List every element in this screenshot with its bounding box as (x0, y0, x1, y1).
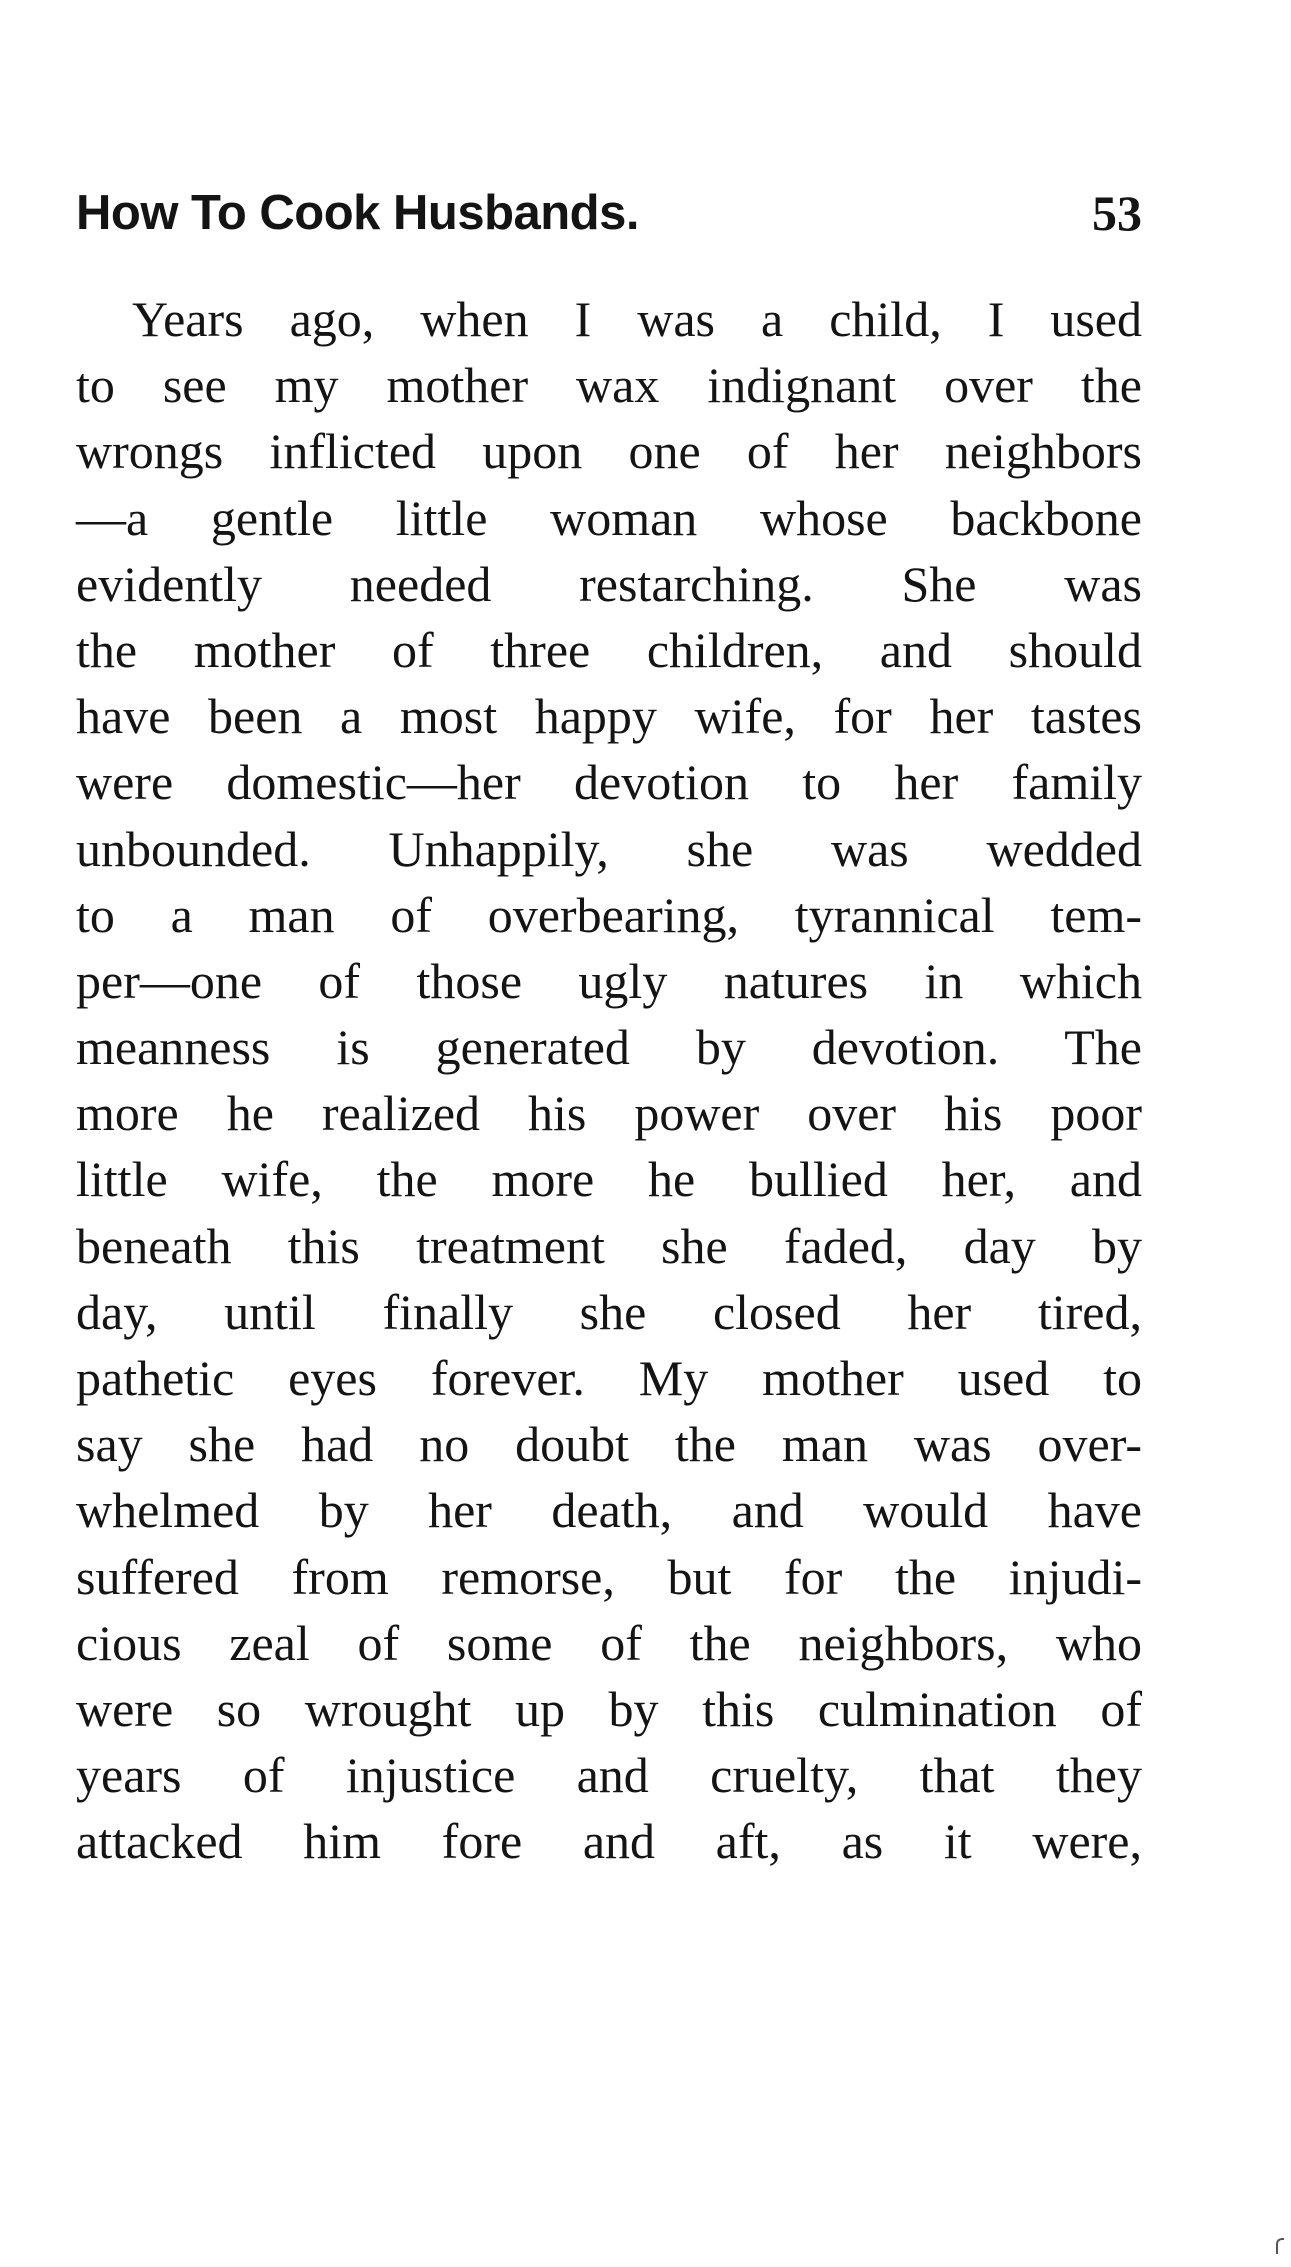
text-line: the mother of three children, and should (76, 621, 1142, 678)
text-line: meanness is generated by devotion. The (76, 1019, 1142, 1076)
text-line: were domestic—her devotion to her family (76, 754, 1142, 811)
text-line: suffered from remorse, but for the injudi- (76, 1548, 1142, 1605)
text-line: beneath this treatment she faded, day by (76, 1217, 1142, 1274)
text-line: more he realized his power over his poor (76, 1085, 1142, 1142)
text-line: were so wrought up by this culmination of (76, 1680, 1142, 1737)
text-line: say she had no doubt the man was over- (76, 1416, 1142, 1473)
text-line: cious zeal of some of the neighbors, who (76, 1614, 1142, 1671)
text-line: wrongs inflicted upon one of her neighbors (76, 423, 1142, 480)
running-head (76, 178, 1142, 248)
running-title: How To Cook Husbands. (76, 186, 639, 240)
text-line: Years ago, when I was a child, I used (132, 291, 1142, 347)
text-line: unbounded. Unhappily, she was wedded (76, 820, 1142, 877)
text-line: —a gentle little woman whose backbone (76, 489, 1142, 546)
text-line: whelmed by her death, and would have (76, 1482, 1142, 1539)
text-line: to a man of overbearing, tyrannical tem- (76, 886, 1142, 943)
text-line: have been a most happy wife, for her tastes (76, 688, 1142, 745)
text-line: pathetic eyes forever. My mother used to (76, 1350, 1142, 1406)
page-number: 53 (1092, 185, 1142, 241)
text-line: day, until finally she closed her tired, (76, 1283, 1142, 1340)
body-paragraph (76, 286, 1142, 1875)
text-line: years of injustice and cruelty, that they (76, 1747, 1142, 1804)
text-line: attacked him fore and aft, as it were, (76, 1813, 1142, 1870)
text-line: little wife, the more he bullied her, and (76, 1151, 1142, 1208)
text-line: to see my mother wax indignant over the (76, 357, 1142, 414)
text-line: evidently needed restarching. She was (76, 555, 1142, 612)
text-line: per—one of those ugly natures in which (76, 952, 1142, 1009)
scan-margin-mark (1276, 2238, 1284, 2254)
